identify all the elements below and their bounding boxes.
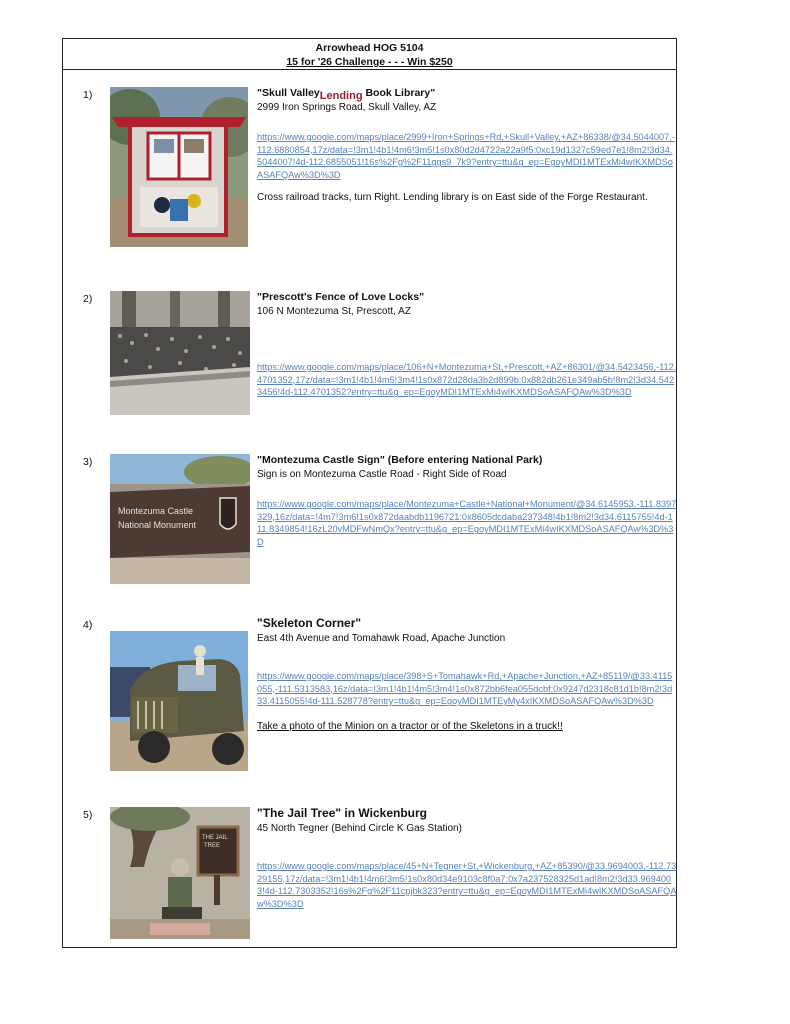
entry-address: 106 N Montezuma St, Prescott, AZ — [257, 306, 411, 317]
entry-details — [257, 291, 677, 399]
love-locks-fence-photo — [110, 291, 250, 415]
svg-text:TREE: TREE — [204, 843, 221, 849]
entry-number: 4) — [83, 619, 93, 631]
google-maps-link[interactable]: https://www.google.com/maps/place/45+N+Tegner+St,+Wickenburg,+AZ+85390/@33.9694003,-112.7329155,17z/data=!3m1!4b1!4m6!3m5!1s0x80d34e9103c8f0a7:0x7a237528325d1ad!8m2!3d33.9694003!4d-112.7303352!16s%2Fg%2F11cpjbk323?entry=ttu&g_ep=EgoyMDI1MTExMi4wIKXMDSoASAFQAw%3D%3D — [257, 861, 677, 909]
entry-address: Sign is on Montezuma Castle Road - Right Side of Road — [257, 469, 507, 480]
svg-text:Montezuma Castle: Montezuma Castle — [118, 506, 194, 516]
google-maps-link[interactable]: https://www.google.com/maps/place/106+N+Montezuma+St,+Prescott,+AZ+86301/@34.5423456,-112.4701352,17z/data=!3m1!4b1!4m5!3m4!1s0x872d28da3b2d899b:0x882db261e349ab5b!8m2!3d34.5423456!4d-112.4701352?entry=ttu&g_ep=EgoyMDI1MTExMi4wIKXMDSoASAFQAw%3D%3D — [257, 362, 677, 398]
entry-details — [257, 454, 677, 548]
entry-details — [257, 617, 677, 733]
google-maps-link[interactable]: https://www.google.com/maps/place/398+S+Tomahawk+Rd,+Apache+Junction,+AZ+85119/@33.4115055,-111.5313583,16z/data=!3m1!4b1!4m5!3m4!1s0x872bb6fea055dcbf:0x9247d2318c81d1b!8m2!3d33.4115055!4d-111.528778?entry=ttu&g_ep=EgoyMDI1MTEyMy4xIKXMDSoASAFQAw%3D%3D — [257, 671, 673, 707]
entry-note: Cross railroad tracks, turn Right. Lending library is on East side of the Forge Restaurant. — [257, 192, 648, 204]
jail-tree-photo — [110, 807, 250, 939]
entry-details — [257, 807, 677, 910]
entry-note: Take a photo of the Minion on a tractor or of the Skeletons in a truck!! — [257, 720, 563, 732]
entry-number: 2) — [83, 293, 93, 305]
entry-address: 45 North Tegner (Behind Circle K Gas Station) — [257, 823, 462, 834]
entry-number: 5) — [83, 809, 93, 821]
challenge-sheet — [62, 38, 677, 948]
entry-title: "Skull ValleyLending Book Library" — [257, 87, 436, 102]
challenge-subtitle: 15 for '26 Challenge - - - Win $250 — [286, 56, 453, 68]
entry-address: East 4th Avenue and Tomahawk Road, Apache Junction — [257, 633, 506, 644]
entry-details — [257, 87, 677, 204]
svg-text:THE JAIL: THE JAIL — [202, 835, 228, 841]
entry-number: 1) — [83, 89, 93, 101]
chapter-title: Arrowhead HOG 5104 — [315, 42, 424, 54]
montezuma-castle-sign-photo — [110, 454, 250, 584]
entry-title: "Skeleton Corner" — [257, 616, 362, 630]
lending-word: Lending — [319, 90, 363, 102]
google-maps-link[interactable]: https://www.google.com/maps/place/Montezuma+Castle+National+Monument/@34.6145953,-111.8397329,16z/data=!4m7!3m6!1s0x872daabdb1196721:0x8605dcdaba237348!4b1!8m2!3d34.6115755!4d-111.8349854!16zL20vMDFwNmQx?entry=ttu&g_ep=EgoyMDI1MTExMi4wIKXMDSoASAFQAw%3D%3D — [257, 499, 677, 547]
entry-title: "Montezuma Castle Sign" (Before entering National Park) — [257, 454, 543, 466]
entry-number: 3) — [83, 456, 93, 468]
sheet-header — [63, 39, 676, 70]
entry-address: 2999 Iron Springs Road, Skull Valley, AZ — [257, 102, 437, 113]
entry-title: "Prescott's Fence of Love Locks" — [257, 291, 425, 303]
svg-text:National Monument: National Monument — [118, 520, 197, 530]
google-maps-link[interactable]: https://www.google.com/maps/place/2999+Iron+Springs+Rd,+Skull+Valley,+AZ+86338/@34.5044007,-112.6880854,17z/data=!3m1!4b1!4m6!3m5!1s0x80d2d4722a22a9f5:0xc19d1327c59ed7e1!8m2!3d34.5044007!4d-112.6855051!16s%2Fg%2F11ggs9_7k9?entry=ttu&g_ep=EgoyMDI1MTExMi4wIKXMDSoASAFQAw%3D%3D — [257, 132, 675, 180]
entry-title: "The Jail Tree" in Wickenburg — [257, 806, 427, 820]
lending-library-photo — [110, 87, 248, 247]
skeleton-truck-photo — [110, 631, 248, 771]
